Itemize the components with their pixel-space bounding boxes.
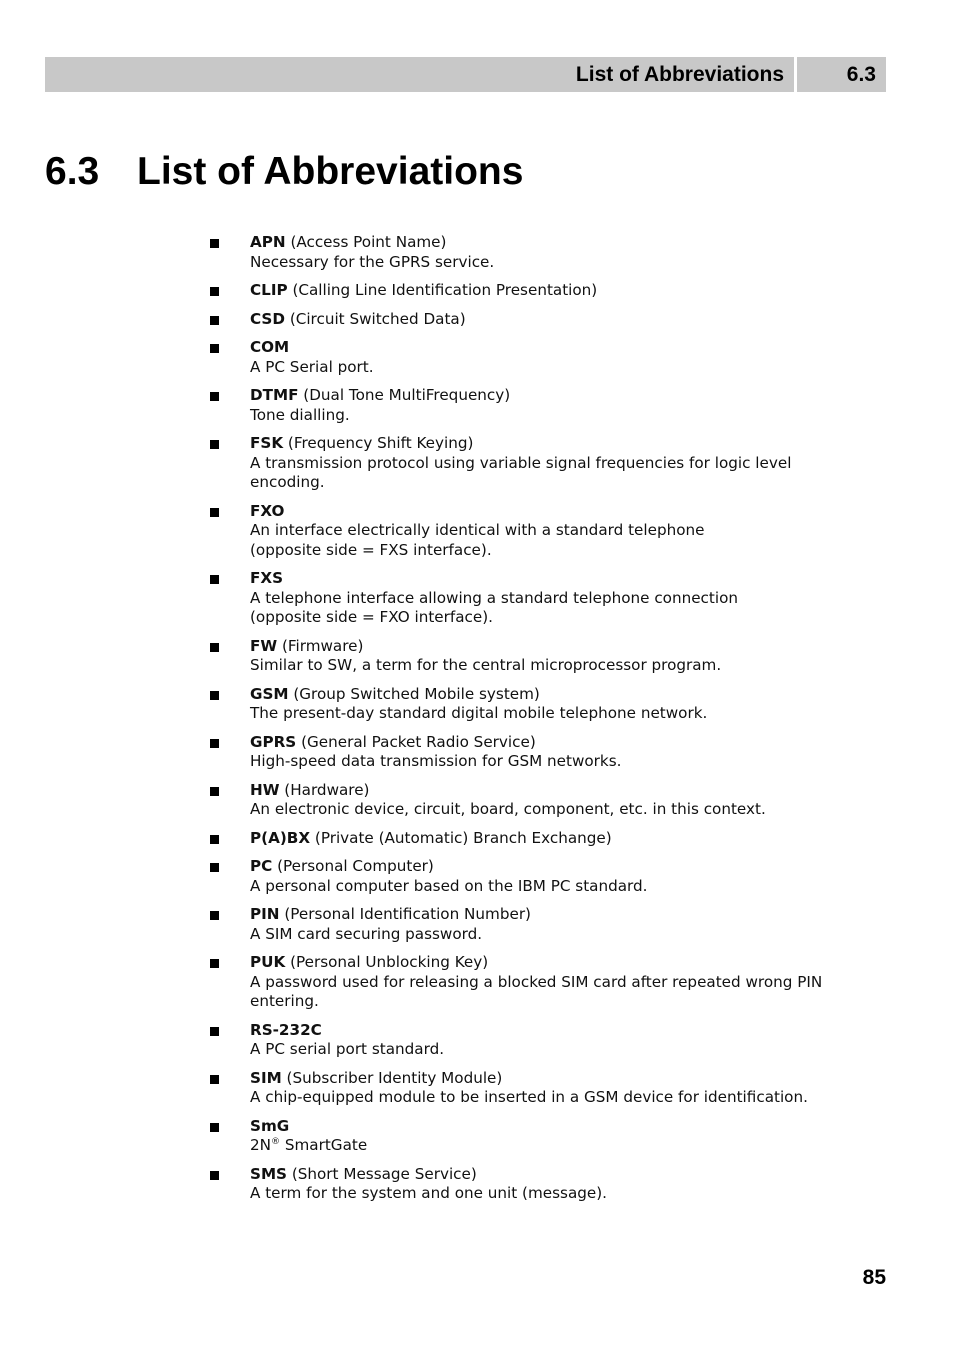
abbreviation-line — [250, 733, 865, 753]
abbreviation-line — [250, 1069, 865, 1089]
square-bullet-icon — [210, 911, 219, 920]
abbreviation-expansion: (Short Message Service) — [291, 1164, 477, 1183]
abbreviation-term: PC — [250, 857, 273, 875]
abbreviation-description: High-speed data transmission for GSM networks. — [250, 752, 622, 770]
list-item — [0, 502, 954, 561]
abbreviation-expansion: (Personal Computer) — [277, 857, 434, 875]
abbreviation-line — [250, 905, 865, 925]
list-item — [0, 1021, 954, 1060]
list-item — [0, 569, 954, 628]
brand-name: SmartGate — [280, 1136, 368, 1154]
abbreviation-term: GSM — [250, 684, 289, 703]
abbreviation-line — [250, 569, 865, 589]
abbreviation-description: Similar to SW, a term for the central microprocessor program. — [250, 656, 722, 674]
square-bullet-icon — [210, 1075, 219, 1084]
abbreviation-line — [250, 233, 865, 253]
abbreviation-line — [250, 386, 865, 406]
abbreviation-description: A PC Serial port. — [250, 357, 374, 376]
abbreviation-line — [250, 1165, 865, 1185]
square-bullet-icon — [210, 739, 219, 748]
brand-prefix: 2N — [250, 1136, 272, 1154]
abbreviation-term: P(A)BX — [250, 828, 311, 847]
square-bullet-icon — [210, 643, 219, 652]
abbreviation-description: A password used for releasing a blocked SIM card after repeated wrong PIN entering. — [250, 972, 823, 1010]
list-item — [0, 434, 954, 493]
abbreviation-description: Necessary for the GPRS service. — [250, 252, 495, 271]
square-bullet-icon — [210, 508, 219, 517]
abbreviation-term: SmG — [250, 1116, 290, 1135]
abbreviation-description: A telephone interface allowing a standard telephone connection — [250, 588, 738, 607]
square-bullet-icon — [210, 1123, 219, 1132]
abbreviation-description: An interface electrically identical with a standard telephone — [250, 521, 705, 539]
abbreviation-expansion: (Personal Identification Number) — [284, 905, 531, 923]
list-item — [0, 733, 954, 772]
abbreviation-term: RS-232C — [250, 1020, 322, 1039]
abbreviation-line — [250, 338, 865, 358]
page-title — [45, 150, 523, 194]
abbreviation-line — [250, 637, 865, 657]
registered-mark: ® — [271, 1136, 281, 1147]
section-number: 6.3 — [45, 150, 100, 193]
abbreviation-term: FW — [250, 636, 278, 655]
list-item — [0, 905, 954, 944]
abbreviation-description: A SIM card securing password. — [250, 924, 483, 943]
list-item — [0, 233, 954, 272]
list-item — [0, 953, 954, 1012]
list-item — [0, 857, 954, 896]
page-number: 85 — [862, 1266, 886, 1289]
abbreviation-description — [250, 1136, 865, 1156]
abbreviation-term: SIM — [250, 1068, 282, 1087]
square-bullet-icon — [210, 835, 219, 844]
abbreviation-list — [0, 233, 954, 1213]
square-bullet-icon — [210, 440, 219, 449]
abbreviation-expansion: (Dual Tone MultiFrequency) — [303, 386, 511, 404]
abbreviation-expansion: (Personal Unblocking Key) — [290, 953, 489, 971]
abbreviation-line — [250, 434, 865, 454]
header-title: List of Abbreviations — [575, 62, 784, 86]
abbreviation-term: PIN — [250, 905, 280, 923]
abbreviation-expansion: (Frequency Shift Keying) — [287, 434, 474, 452]
abbreviation-term: DTMF — [250, 386, 299, 404]
square-bullet-icon — [210, 787, 219, 796]
abbreviation-expansion: (Circuit Switched Data) — [289, 309, 466, 328]
list-item — [0, 310, 954, 330]
abbreviation-line — [250, 829, 865, 849]
abbreviation-line — [250, 1021, 865, 1041]
abbreviation-expansion: (Hardware) — [284, 780, 370, 799]
abbreviation-description: (opposite side = FXO interface). — [250, 608, 493, 626]
abbreviation-description: An electronic device, circuit, board, component, etc. in this context. — [250, 800, 766, 818]
abbreviation-line — [250, 310, 865, 330]
abbreviation-expansion: (Calling Line Identification Presentation) — [292, 281, 598, 299]
list-item — [0, 781, 954, 820]
abbreviation-description: A PC serial port standard. — [250, 1040, 445, 1058]
abbreviation-line — [250, 953, 865, 973]
list-item — [0, 1165, 954, 1204]
square-bullet-icon — [210, 316, 219, 325]
abbreviation-expansion: (Subscriber Identity Module) — [286, 1068, 503, 1087]
square-bullet-icon — [210, 959, 219, 968]
abbreviation-line — [250, 502, 865, 522]
square-bullet-icon — [210, 1027, 219, 1036]
abbreviation-expansion: (Private (Automatic) Branch Exchange) — [314, 828, 612, 847]
list-item — [0, 386, 954, 425]
abbreviation-term: PUK — [250, 953, 286, 971]
abbreviation-line — [250, 781, 865, 801]
abbreviation-description: (opposite side = FXS interface). — [250, 540, 492, 559]
list-item — [0, 829, 954, 849]
abbreviation-description: A personal computer based on the IBM PC standard. — [250, 876, 648, 895]
abbreviation-description: The present-day standard digital mobile telephone network. — [250, 704, 708, 722]
abbreviation-expansion: (Access Point Name) — [290, 233, 447, 251]
abbreviation-term: APN — [250, 233, 286, 251]
list-item — [0, 685, 954, 724]
square-bullet-icon — [210, 344, 219, 353]
list-item — [0, 338, 954, 377]
abbreviation-term: FSK — [250, 434, 284, 452]
abbreviation-expansion: (Group Switched Mobile system) — [293, 684, 540, 703]
abbreviation-term: HW — [250, 780, 280, 799]
abbreviation-term: CSD — [250, 309, 285, 328]
list-item — [0, 1117, 954, 1156]
header-section-number: 6.3 — [846, 62, 876, 86]
abbreviation-expansion: (General Packet Radio Service) — [301, 732, 536, 751]
square-bullet-icon — [210, 863, 219, 872]
abbreviation-expansion: (Firmware) — [281, 636, 364, 655]
abbreviation-term: FXO — [250, 501, 285, 520]
list-item — [0, 637, 954, 676]
abbreviation-description: A transmission protocol using variable signal frequencies for logic level encoding. — [250, 453, 792, 491]
list-item — [0, 1069, 954, 1108]
abbreviation-description: A chip-equipped module to be inserted in a GSM device for identification. — [250, 1088, 808, 1106]
square-bullet-icon — [210, 287, 219, 296]
abbreviation-term: CLIP — [250, 281, 288, 299]
running-header — [45, 57, 886, 92]
square-bullet-icon — [210, 575, 219, 584]
abbreviation-term: SMS — [250, 1164, 287, 1183]
square-bullet-icon — [210, 239, 219, 248]
abbreviation-term: GPRS — [250, 732, 297, 751]
square-bullet-icon — [210, 691, 219, 700]
abbreviation-line — [250, 857, 865, 877]
square-bullet-icon — [210, 392, 219, 401]
abbreviation-description: Tone dialling. — [250, 405, 350, 424]
list-item — [0, 281, 954, 301]
abbreviation-description: A term for the system and one unit (message). — [250, 1184, 607, 1202]
square-bullet-icon — [210, 1171, 219, 1180]
abbreviation-line — [250, 281, 865, 301]
section-title: List of Abbreviations — [137, 150, 524, 193]
abbreviation-term: FXS — [250, 569, 284, 587]
abbreviation-term: COM — [250, 338, 290, 356]
abbreviation-line — [250, 685, 865, 705]
abbreviation-line — [250, 1117, 865, 1137]
